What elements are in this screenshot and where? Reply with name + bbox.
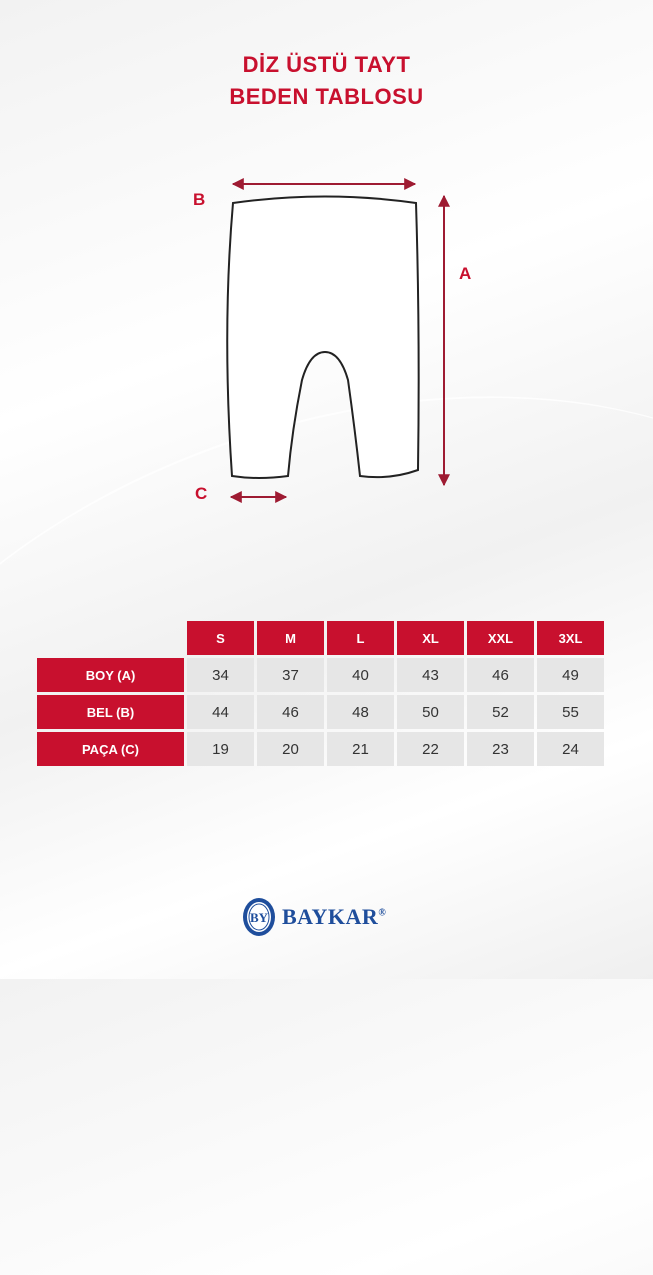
size-header-row: [37, 621, 604, 655]
table-cell: 21: [327, 732, 394, 766]
brand-name: [282, 904, 386, 930]
shorts-outline: [227, 197, 418, 479]
size-header-cell: XL: [397, 621, 464, 655]
brand-name-text: BAYKAR: [282, 904, 379, 929]
measure-a-label: A: [459, 264, 472, 283]
table-row: [37, 732, 604, 766]
table-cell: 52: [467, 695, 534, 729]
table-cell: 49: [537, 658, 604, 692]
table-cell: 50: [397, 695, 464, 729]
page-title-line2: BEDEN TABLOSU: [229, 84, 424, 109]
table-cell: 48: [327, 695, 394, 729]
brand-registered-mark: ®: [378, 907, 387, 919]
row-label: BOY (A): [37, 658, 184, 692]
header-blank-cell: [37, 621, 184, 655]
size-table: [34, 618, 607, 769]
table-cell: 20: [257, 732, 324, 766]
row-label: PAÇA (C): [37, 732, 184, 766]
size-header-cell: L: [327, 621, 394, 655]
table-cell: 19: [187, 732, 254, 766]
size-header-cell: 3XL: [537, 621, 604, 655]
table-cell: 23: [467, 732, 534, 766]
table-row: [37, 658, 604, 692]
table-cell: 46: [467, 658, 534, 692]
brand-emblem-letters: BY: [249, 910, 269, 925]
row-label: BEL (B): [37, 695, 184, 729]
table-cell: 24: [537, 732, 604, 766]
table-cell: 46: [257, 695, 324, 729]
size-header-cell: XXL: [467, 621, 534, 655]
size-header-cell: M: [257, 621, 324, 655]
table-cell: 40: [327, 658, 394, 692]
size-header-cell: S: [187, 621, 254, 655]
table-cell: 44: [187, 695, 254, 729]
measure-c-label: C: [195, 484, 208, 503]
table-cell: 22: [397, 732, 464, 766]
table-cell: 37: [257, 658, 324, 692]
page-title-line1: DİZ ÜSTÜ TAYT: [242, 52, 411, 77]
table-row: [37, 695, 604, 729]
brand-logo: [241, 896, 386, 938]
measure-b-label: B: [193, 190, 206, 209]
brand-emblem-icon: [241, 896, 277, 938]
table-cell: 34: [187, 658, 254, 692]
shorts-diagram: [180, 170, 480, 520]
table-cell: 43: [397, 658, 464, 692]
table-cell: 55: [537, 695, 604, 729]
